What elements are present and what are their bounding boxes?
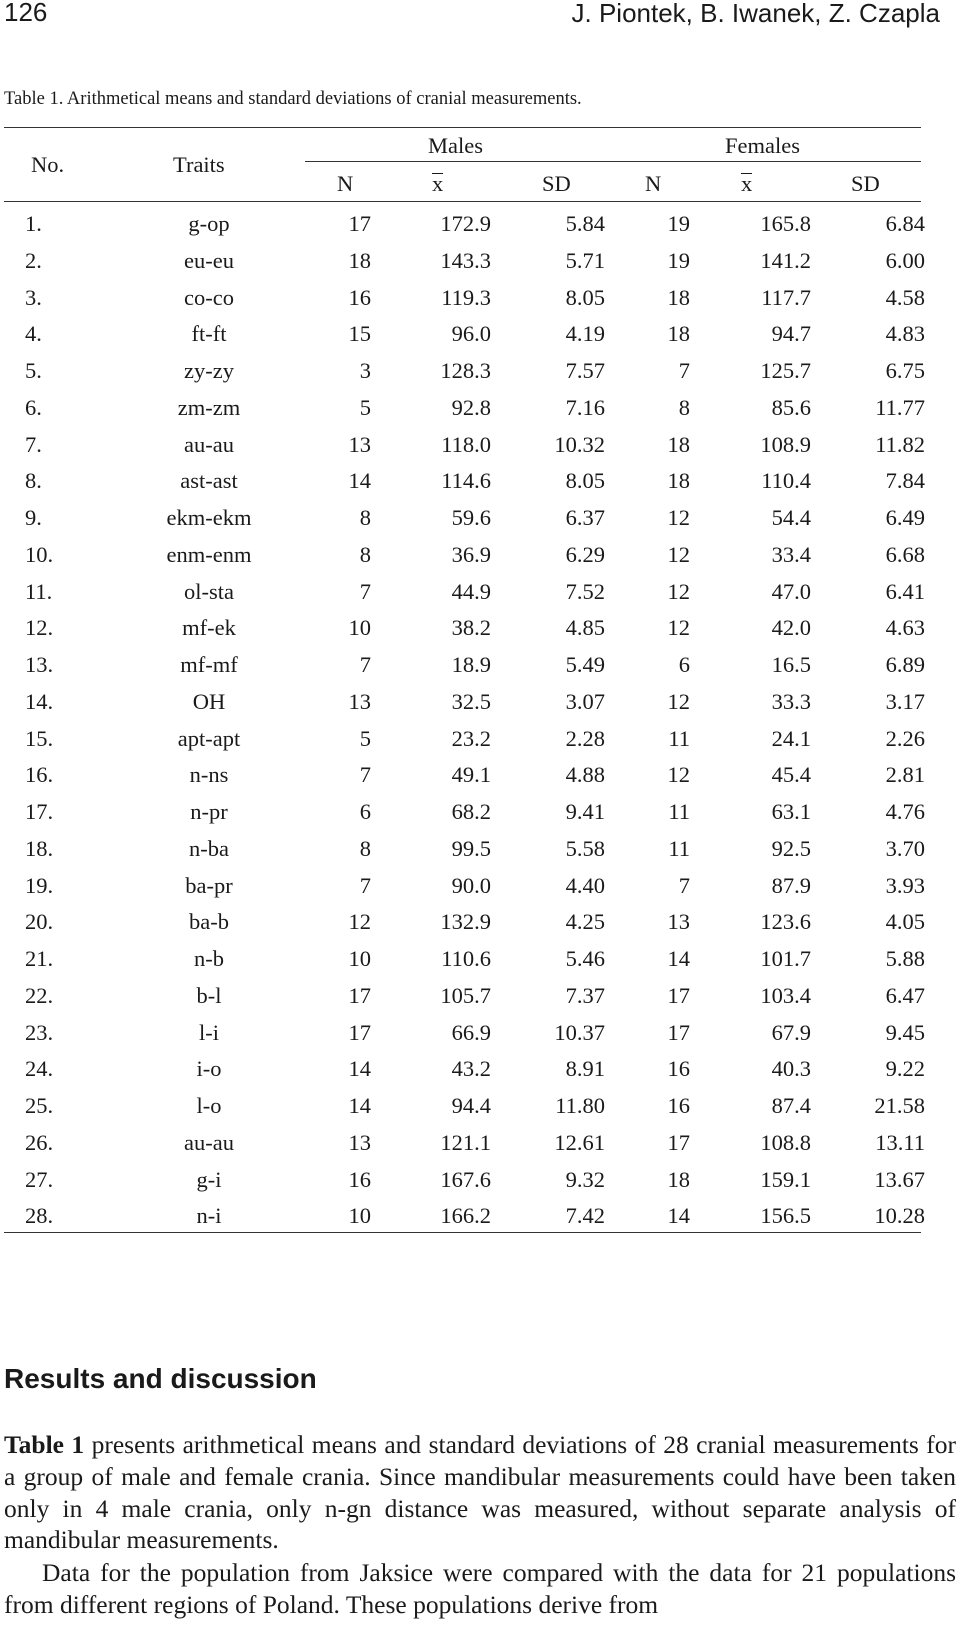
cell-males-n: 17 [348,211,371,236]
table-row [0,799,960,837]
cell-males-sd: 4.19 [565,321,605,347]
cell-no: 11. [25,578,53,604]
table-row [0,505,960,543]
cell-no: 9. [25,505,42,530]
cell-males-n: 14 [348,468,371,494]
cell-females-n: 12 [667,541,690,567]
cell-females-mean: 40.3 [771,1056,811,1082]
cell-males-mean: 96.0 [451,321,491,347]
cell-females-mean: 63.1 [771,799,811,824]
table-row [0,946,960,984]
cell-females-mean: 33.4 [771,541,811,567]
cell-females-sd: 4.05 [885,909,925,935]
cell-males-mean: 132.9 [440,909,491,935]
cell-females-sd: 6.47 [885,982,925,1008]
cell-no: 28. [25,1203,54,1229]
cell-trait: eu-eu [184,247,234,273]
table-row [0,285,960,323]
cell-males-sd: 6.37 [565,505,605,530]
table-row [0,579,960,617]
cell-females-n: 8 [678,394,690,420]
cell-trait: enm-enm [166,541,252,567]
cell-females-mean: 92.5 [771,835,811,861]
cell-males-n: 12 [348,909,371,935]
cell-males-mean: 36.9 [451,541,491,567]
section-heading: Results and discussion [4,1363,317,1394]
cell-females-mean: 42.0 [771,615,811,641]
col-header-females-n: N [645,171,662,196]
table-caption: Table 1. Arithmetical means and standard deviations of cranial measurements. [4,89,582,109]
cell-males-sd: 4.85 [565,615,605,641]
col-header-females-mean [741,173,752,196]
cell-males-n: 13 [348,1129,371,1155]
cell-females-sd: 13.67 [874,1166,925,1192]
cell-females-n: 14 [667,1203,690,1229]
cell-males-sd: 10.37 [554,1019,605,1045]
cell-males-n: 14 [348,1056,371,1082]
cell-females-sd: 13.11 [875,1129,925,1155]
table-row [0,1167,960,1205]
cell-males-mean: 66.9 [451,1019,491,1045]
cell-females-n: 12 [667,505,690,530]
cell-no: 12. [25,615,54,641]
cell-females-sd: 3.70 [885,835,925,861]
cell-males-n: 16 [348,1166,371,1192]
cell-females-sd: 6.84 [885,211,925,236]
page-number: 126 [4,0,48,27]
cell-no: 25. [25,1093,54,1118]
cell-males-mean: 68.2 [451,799,491,824]
cell-males-sd: 12.61 [554,1129,605,1155]
cell-females-n: 16 [667,1093,690,1118]
cell-trait: b-l [196,982,222,1008]
cell-males-mean: 99.5 [451,835,491,861]
table-row [0,873,960,911]
cell-females-n: 7 [678,872,690,898]
cell-males-sd: 3.07 [565,688,605,714]
cell-males-mean: 105.7 [440,982,491,1008]
cell-males-n: 6 [359,799,371,824]
cell-females-n: 12 [667,615,690,641]
cell-females-n: 11 [668,835,690,861]
col-header-males-sd: SD [542,171,571,196]
cell-females-mean: 165.8 [760,211,811,236]
cell-females-n: 13 [667,909,690,935]
cell-females-sd: 10.28 [874,1203,925,1229]
cell-no: 23. [25,1019,54,1045]
cell-no: 2. [25,247,42,273]
cell-males-n: 3 [359,358,371,383]
cell-females-n: 12 [667,762,690,788]
cell-males-n: 16 [348,284,371,310]
cell-females-mean: 94.7 [771,321,811,347]
table-row [0,762,960,800]
cell-males-sd: 11.80 [555,1093,605,1118]
cell-males-n: 8 [359,541,371,567]
cell-females-mean: 103.4 [760,982,811,1008]
cell-females-mean: 85.6 [771,394,811,420]
cell-trait: co-co [184,284,234,310]
cell-males-sd: 9.32 [565,1166,605,1192]
cell-males-n: 7 [359,762,371,788]
table-top-rule [4,127,921,128]
cell-males-n: 7 [359,578,371,604]
cell-no: 21. [25,946,54,971]
column-header-rule [4,201,921,202]
cell-females-sd: 7.84 [885,468,925,494]
cell-trait: ol-sta [184,578,234,604]
cell-females-mean: 87.9 [771,872,811,898]
table-row [0,909,960,947]
cell-females-n: 19 [667,211,690,236]
cell-trait: mf-mf [180,652,238,677]
cell-males-mean: 94.4 [451,1093,491,1118]
cell-females-n: 7 [678,358,690,383]
cell-trait: OH [192,688,226,714]
cell-no: 24. [25,1056,54,1082]
cell-trait: l-i [199,1019,219,1045]
cell-males-n: 10 [348,946,371,971]
cell-males-sd: 8.91 [565,1056,605,1082]
cell-females-sd: 6.75 [885,358,925,383]
paragraph-1 [4,1429,956,1556]
cell-no: 14. [25,688,54,714]
table-row [0,468,960,506]
cell-trait: ft-ft [191,321,227,347]
cell-males-n: 17 [348,1019,371,1045]
cell-females-n: 17 [667,1129,690,1155]
cell-no: 1. [25,211,42,236]
cell-no: 18. [25,835,54,861]
cell-males-mean: 49.1 [451,762,491,788]
table-row [0,395,960,433]
cell-males-sd: 7.16 [565,394,605,420]
cell-no: 27. [25,1166,54,1192]
cell-males-mean: 32.5 [451,688,491,714]
cell-males-n: 5 [359,725,371,751]
table-row [0,248,960,286]
table-row [0,726,960,764]
cell-males-n: 14 [348,1093,371,1118]
cell-males-mean: 59.6 [451,505,491,530]
cell-females-n: 18 [667,284,690,310]
cell-trait: l-o [196,1093,222,1118]
cell-females-n: 16 [667,1056,690,1082]
cell-males-mean: 110.6 [441,946,491,971]
table-reference: Table 1 [4,1430,85,1459]
table-row [0,321,960,359]
cell-males-mean: 43.2 [451,1056,491,1082]
cell-females-sd: 4.83 [885,321,925,347]
cell-trait: apt-apt [177,725,241,751]
table-row [0,1020,960,1058]
cell-trait: i-o [196,1056,222,1082]
table-row [0,1056,960,1094]
cell-males-n: 18 [348,247,371,273]
cell-males-mean: 118.0 [441,431,491,457]
cell-males-mean: 172.9 [440,211,491,236]
cell-no: 15. [25,725,54,751]
cell-males-sd: 10.32 [554,431,605,457]
cell-females-mean: 54.4 [771,505,811,530]
cell-females-mean: 45.4 [771,762,811,788]
cell-trait: mf-ek [182,615,236,641]
cell-males-mean: 23.2 [451,725,491,751]
cell-females-sd: 4.58 [885,284,925,310]
cell-trait: g-i [196,1166,222,1192]
running-head-authors: J. Piontek, B. Iwanek, Z. Czapla [571,0,940,28]
cell-females-sd: 6.41 [885,578,925,604]
cell-males-sd: 4.40 [565,872,605,898]
cell-females-n: 11 [668,799,690,824]
group-header-females: Females [725,133,800,158]
cell-females-n: 6 [678,652,690,677]
cell-no: 26. [25,1129,54,1155]
cell-trait: ba-pr [185,872,233,898]
table-row [0,432,960,470]
cell-males-sd: 7.37 [565,982,605,1008]
cell-males-n: 13 [348,688,371,714]
cell-females-n: 19 [667,247,690,273]
cell-females-n: 18 [667,1166,690,1192]
cell-females-n: 14 [667,946,690,971]
cell-females-mean: 101.7 [760,946,811,971]
cell-females-n: 17 [667,1019,690,1045]
cell-trait: au-au [184,1129,234,1155]
cell-males-sd: 5.46 [565,946,605,971]
cell-females-mean: 125.7 [760,358,811,383]
cell-males-sd: 5.49 [565,652,605,677]
table-row [0,358,960,396]
cell-females-sd: 9.45 [885,1019,925,1045]
cell-females-n: 12 [667,688,690,714]
cell-males-n: 17 [348,982,371,1008]
table-row [0,652,960,690]
cell-males-n: 8 [359,505,371,530]
table-row [0,1203,960,1241]
cell-males-sd: 5.58 [565,835,605,861]
col-header-females-sd: SD [851,171,880,196]
cell-males-mean: 121.1 [440,1129,491,1155]
cell-females-mean: 87.4 [771,1093,811,1118]
cell-females-sd: 2.26 [885,725,925,751]
cell-females-sd: 2.81 [885,762,925,788]
cell-no: 20. [25,909,54,935]
cell-females-mean: 16.5 [771,652,811,677]
cell-males-sd: 7.57 [565,358,605,383]
cell-females-n: 18 [667,431,690,457]
cell-males-mean: 90.0 [451,872,491,898]
table-row [0,1130,960,1168]
cell-females-mean: 141.2 [760,247,811,273]
mean-symbol: x [432,171,444,196]
cell-trait: zy-zy [184,358,234,383]
cell-trait: n-i [196,1203,222,1229]
cell-no: 4. [25,321,42,347]
cell-females-n: 18 [667,468,690,494]
cell-males-n: 13 [348,431,371,457]
cell-females-mean: 117.7 [761,284,811,310]
cell-females-mean: 108.8 [760,1129,811,1155]
cell-males-sd: 6.29 [565,541,605,567]
cell-trait: n-b [194,946,224,971]
table-row [0,983,960,1021]
cell-trait: au-au [184,431,234,457]
col-header-males-mean [432,173,443,196]
cell-females-sd: 9.22 [885,1056,925,1082]
cell-males-sd: 7.52 [565,578,605,604]
col-header-males-n: N [337,171,354,196]
cell-females-n: 11 [668,725,690,751]
cell-females-sd: 4.63 [885,615,925,641]
cell-males-n: 10 [348,1203,371,1229]
cell-males-mean: 167.6 [440,1166,491,1192]
cell-no: 8. [25,468,42,494]
cell-no: 5. [25,358,42,383]
cell-males-mean: 92.8 [451,394,491,420]
cell-males-sd: 2.28 [565,725,605,751]
cell-males-n: 10 [348,615,371,641]
cell-females-sd: 6.49 [885,505,925,530]
cell-females-sd: 4.76 [885,799,925,824]
cell-males-sd: 4.25 [565,909,605,935]
cell-females-sd: 11.77 [875,394,925,420]
cell-females-sd: 6.89 [885,652,925,677]
cell-females-mean: 47.0 [771,578,811,604]
cell-females-mean: 110.4 [761,468,811,494]
cell-females-mean: 123.6 [760,909,811,935]
cell-females-mean: 159.1 [760,1166,811,1192]
cell-females-n: 17 [667,982,690,1008]
table-row [0,542,960,580]
paragraph-2: Data for the population from Jaksice were compared with the data for 21 populations from different regions of Poland. These populations derive from [4,1558,956,1619]
cell-males-mean: 143.3 [440,247,491,273]
cell-males-mean: 38.2 [451,615,491,641]
group-header-males: Males [428,133,483,158]
cell-trait: ba-b [189,909,229,935]
cell-males-mean: 119.3 [441,284,491,310]
cell-no: 16. [25,762,54,788]
mean-symbol: x [741,171,753,196]
cell-males-n: 7 [359,872,371,898]
cell-no: 19. [25,872,54,898]
cell-males-n: 5 [359,394,371,420]
cell-females-mean: 33.3 [771,688,811,714]
col-header-no: No. [31,152,65,177]
cell-males-sd: 5.71 [565,247,605,273]
cell-trait: ast-ast [180,468,238,494]
cell-males-sd: 8.05 [565,468,605,494]
cell-no: 22. [25,982,54,1008]
cell-no: 17. [25,799,54,824]
cell-trait: zm-zm [177,394,241,420]
cell-trait: g-op [188,211,230,236]
cell-females-mean: 156.5 [760,1203,811,1229]
cell-males-mean: 18.9 [451,652,491,677]
cell-females-n: 18 [667,321,690,347]
cell-females-sd: 3.93 [885,872,925,898]
table-row [0,836,960,874]
cell-males-n: 7 [359,652,371,677]
cell-trait: n-ns [189,762,229,788]
cell-females-n: 12 [667,578,690,604]
page-header [0,0,940,30]
cell-females-sd: 6.68 [885,541,925,567]
table-row [0,689,960,727]
cell-males-mean: 128.3 [440,358,491,383]
cell-no: 6. [25,394,42,420]
cell-males-mean: 166.2 [440,1203,491,1229]
cell-females-sd: 11.82 [875,431,925,457]
group-header-rule [305,161,921,162]
cell-males-mean: 114.6 [441,468,491,494]
cell-no: 7. [25,431,42,457]
cell-females-mean: 67.9 [771,1019,811,1045]
cell-males-sd: 5.84 [565,211,605,236]
cell-males-n: 15 [348,321,371,347]
cell-no: 13. [25,652,54,677]
cell-no: 10. [25,541,54,567]
cell-males-sd: 8.05 [565,284,605,310]
cell-males-sd: 4.88 [565,762,605,788]
cell-females-sd: 21.58 [874,1093,925,1118]
cell-females-mean: 24.1 [771,725,811,751]
cell-no: 3. [25,284,42,310]
cell-trait: ekm-ekm [166,505,252,530]
cell-trait: n-ba [189,835,229,861]
table-row [0,615,960,653]
table-row [0,1093,960,1131]
cell-females-sd: 3.17 [885,688,925,714]
table-row [0,211,960,249]
paragraph-1-text: presents arithmetical means and standard deviations of 28 cranial measurements for a group of male and female crania. Since mandibular measurements could have been taken only in 4 male crania, only n-gn distance was measured, without separate analysis of mandibular measurements. [4,1430,956,1555]
cell-trait: n-pr [190,799,228,824]
cell-males-mean: 44.9 [451,578,491,604]
cell-males-sd: 7.42 [565,1203,605,1229]
cell-females-sd: 5.88 [885,946,925,971]
col-header-traits: Traits [173,152,225,177]
cell-females-mean: 108.9 [760,431,811,457]
cell-females-sd: 6.00 [885,247,925,273]
cell-males-n: 8 [359,835,371,861]
cell-males-sd: 9.41 [565,799,605,824]
